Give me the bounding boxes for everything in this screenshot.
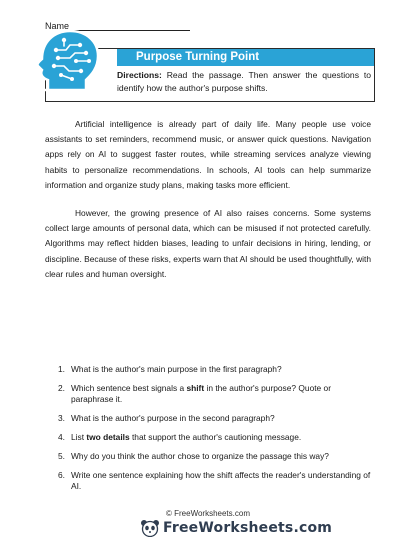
question-number: 4.	[58, 432, 65, 442]
directions-label: Directions:	[117, 70, 162, 80]
question-text: What is the author's purpose in the second paragraph?	[71, 413, 275, 423]
question-number: 1.	[58, 364, 65, 374]
directions-text: Read the passage. Then answer the questions to identify how the author's purpose shifts.	[117, 70, 371, 93]
question-list	[45, 364, 371, 500]
question-item	[45, 383, 371, 405]
passage-paragraph-1: Artificial intelligence is already part of daily life. Many people use voice assistants to set reminders, recommend music, or answer quick questions. Navigation apps rely on AI to suggest faster routes, while streaming services analyze viewing habits to personalize recommendations. In schools, AI tools can help summarize information and organize study plans, making tasks more efficient.	[45, 119, 371, 190]
question-text: What is the author's main purpose in the first paragraph?	[71, 364, 282, 374]
question-number: 2.	[58, 383, 65, 393]
question-item	[45, 451, 371, 462]
question-text: Why do you think the author chose to organize the passage this way?	[71, 451, 329, 461]
panda-logo-icon	[140, 519, 160, 537]
question-text: List two details that support the author's cautioning message.	[71, 432, 302, 442]
name-label: Name	[45, 21, 70, 31]
footer-copyright[interactable]: © FreeWorksheets.com	[166, 509, 250, 518]
question-number: 5.	[58, 451, 65, 461]
question-item	[45, 432, 371, 443]
reading-passage	[45, 117, 371, 295]
passage-paragraph-2: However, the growing presence of AI also raises concerns. Some systems collect large amounts of personal data, which can be misused if not protected carefully. Algorithms may reflect hidden biases, leading to unfair decisions in hiring, lending, or discipline. Because of these risks, experts warn that AI should be used thoughtfully, with clear rules and human oversight.	[45, 208, 371, 279]
question-item	[45, 413, 371, 424]
directions	[117, 69, 371, 94]
question-number: 3.	[58, 413, 65, 423]
question-item	[45, 470, 371, 492]
worksheet-title: Purpose Turning Point	[136, 51, 260, 63]
question-number: 6.	[58, 470, 65, 480]
question-text: Which sentence best signals a shift in the author's purpose? Quote or paraphrase it.	[71, 383, 331, 404]
question-item	[45, 364, 371, 375]
circuit-head-icon	[34, 28, 106, 100]
question-text: Write one sentence explaining how the shift affects the reader's understanding of AI.	[71, 470, 371, 491]
logo-text: FreeWorksheets.com	[163, 520, 333, 536]
site-logo[interactable]	[140, 519, 332, 537]
